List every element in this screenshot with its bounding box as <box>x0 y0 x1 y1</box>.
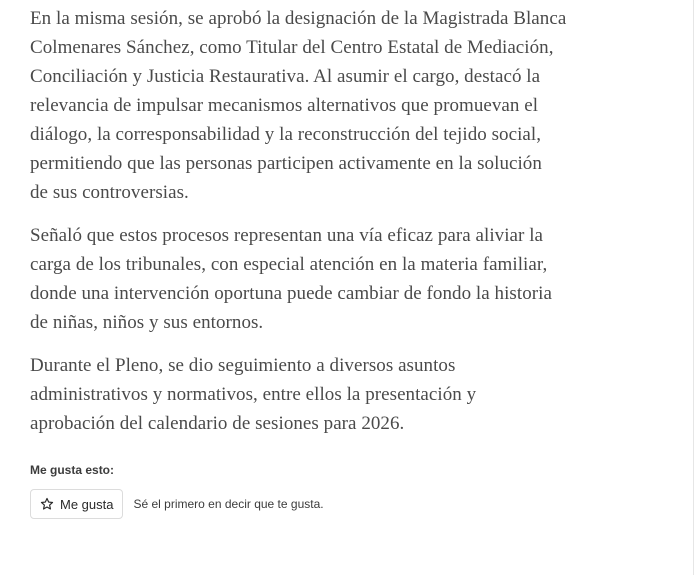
paragraph <box>30 351 640 438</box>
text-line: Durante el Pleno, se dio seguimiento a diversos asuntos <box>30 355 456 376</box>
text-line: donde una intervención oportuna puede cambiar de fondo la historia <box>30 283 552 304</box>
text-line: de niñas, niños y sus entornos. <box>30 312 264 333</box>
text-line: carga de los tribunales, con especial atención en la materia familiar, <box>30 254 548 275</box>
likes-heading: Me gusta esto: <box>30 463 115 477</box>
paragraph <box>30 221 640 337</box>
text-line: Colmenares Sánchez, como Titular del Centro Estatal de Mediación, <box>30 37 554 58</box>
likes-note: Sé el primero en decir que te gusta. <box>133 497 324 511</box>
text-line: Conciliación y Justicia Restaurativa. Al asumir el cargo, destacó la <box>30 66 541 87</box>
likes-row <box>30 489 324 519</box>
text-line: administrativos y normativos, entre ellos la presentación y <box>30 384 477 405</box>
text-line: relevancia de impulsar mecanismos alternativos que promuevan el <box>30 95 539 116</box>
text-line: aprobación del calendario de sesiones para 2026. <box>30 413 405 434</box>
text-line: diálogo, la corresponsabilidad y la reconstrucción del tejido social, <box>30 124 542 145</box>
article-body <box>30 4 640 452</box>
text-line: En la misma sesión, se aprobó la designación de la Magistrada Blanca <box>30 8 567 29</box>
like-button-label: Me gusta <box>60 496 114 512</box>
likes-widget <box>30 462 324 519</box>
star-outline-icon <box>40 497 54 511</box>
text-line: permitiendo que las personas participen activamente en la solución <box>30 153 542 174</box>
paragraph <box>30 4 640 207</box>
text-line: Señaló que estos procesos representan una vía eficaz para aliviar la <box>30 225 544 246</box>
like-button[interactable] <box>30 489 123 519</box>
text-line: de sus controversias. <box>30 182 189 203</box>
